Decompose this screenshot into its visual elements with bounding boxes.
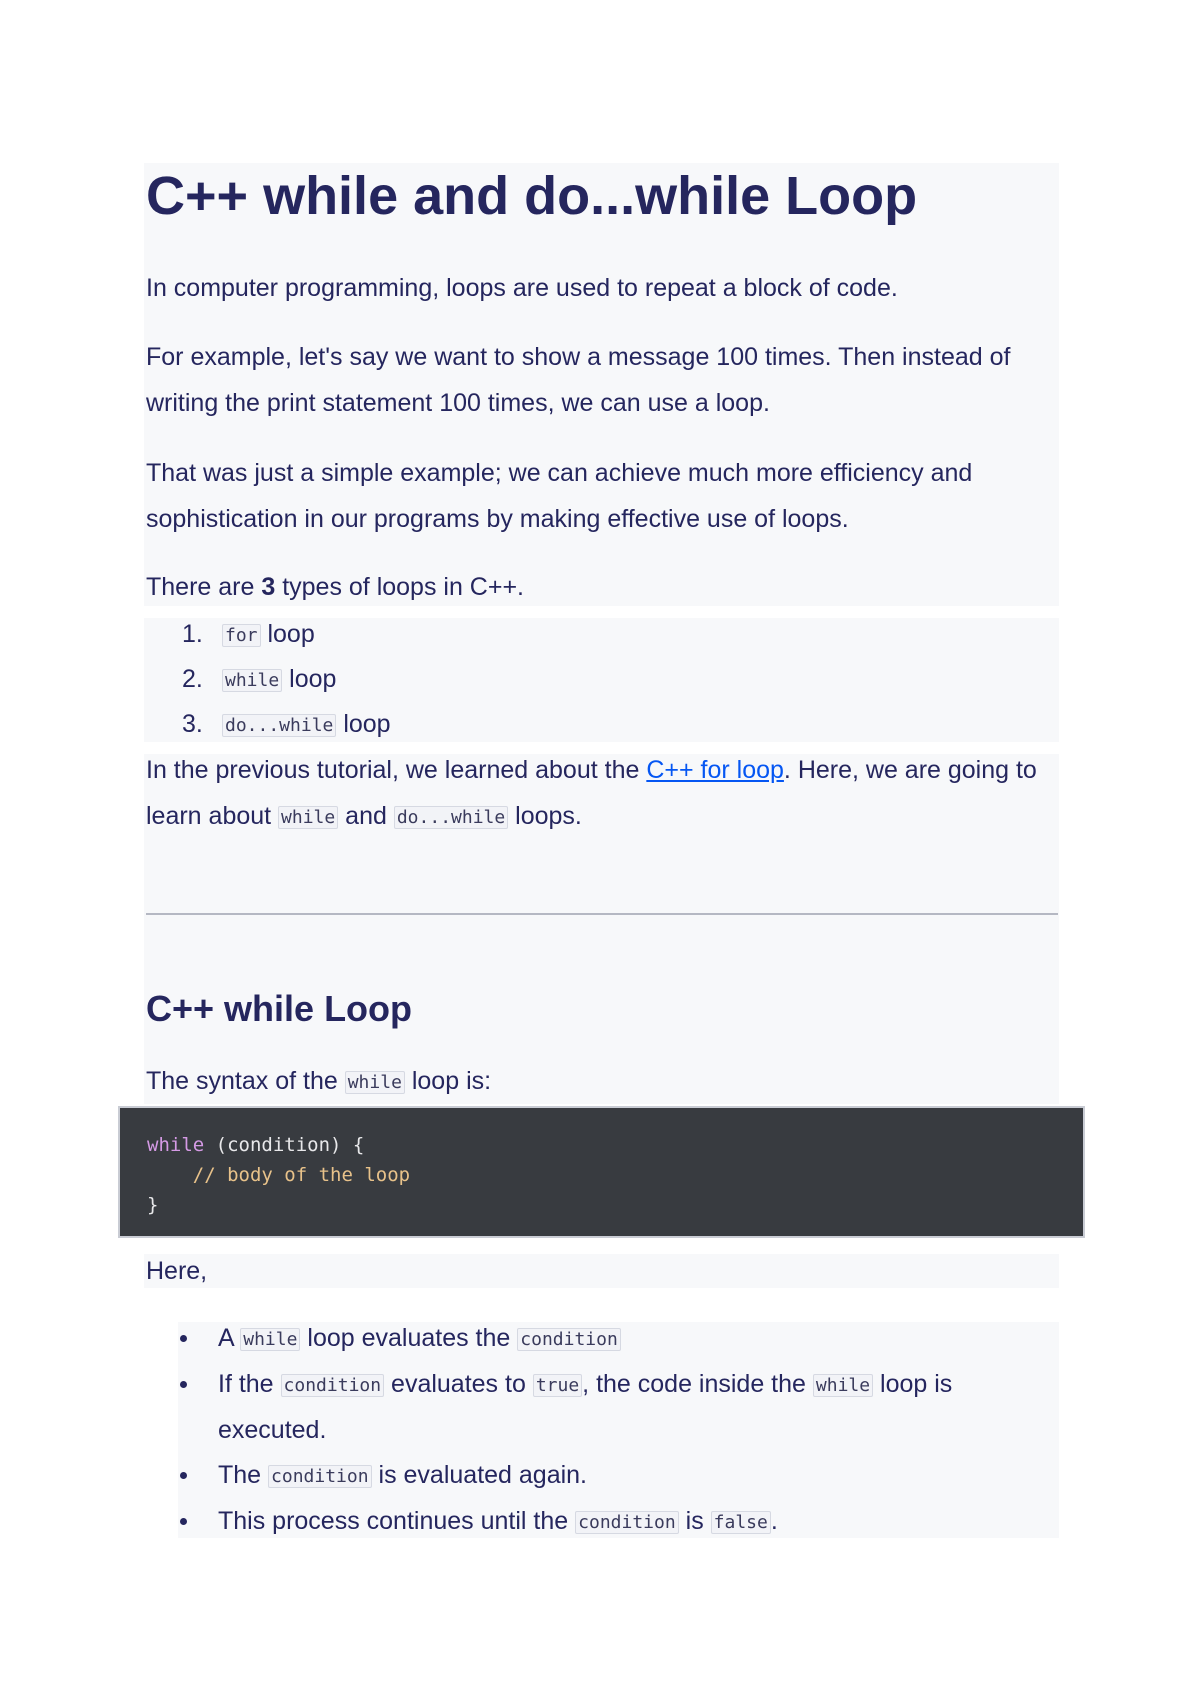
list-item: 1. for loop bbox=[182, 620, 315, 648]
list-item: If the condition evaluates to true , the code inside the while loop is executed. bbox=[218, 1362, 1058, 1453]
code-line: while (condition) { bbox=[147, 1134, 365, 1156]
for-loop-link[interactable]: C++ for loop bbox=[646, 756, 784, 784]
bullet-icon bbox=[180, 1472, 187, 1479]
list-item: 2. while loop bbox=[182, 665, 337, 693]
bullet-icon bbox=[180, 1518, 187, 1525]
list-item: The condition is evaluated again. bbox=[218, 1453, 1058, 1499]
while-loop-steps bbox=[218, 1316, 1058, 1545]
list-item: 3. do...while loop bbox=[182, 710, 391, 738]
code-line: // body of the loop bbox=[147, 1164, 411, 1186]
loop-count: 3 bbox=[261, 573, 276, 601]
loop-types-list bbox=[182, 612, 391, 747]
code-line: } bbox=[147, 1194, 159, 1216]
intro-paragraph-2: For example, let's say we want to show a message 100 times. Then instead of writing the print statement 100 times, we can use a loop. bbox=[146, 343, 1011, 417]
bullet-icon bbox=[180, 1381, 187, 1388]
syntax-intro: The syntax of the while loop is: bbox=[146, 1067, 492, 1095]
page-title: C++ while and do...while Loop bbox=[146, 166, 918, 226]
intro-paragraph-1: In computer programming, loops are used to repeat a block of code. bbox=[146, 274, 898, 302]
section-divider bbox=[146, 913, 1058, 915]
list-item: This process continues until the condition is false . bbox=[218, 1499, 1058, 1545]
here-label: Here, bbox=[146, 1257, 208, 1285]
previous-tutorial-paragraph: In the previous tutorial, we learned about the C++ for loop. Here, we are going to learn about while and do...while loops. bbox=[146, 756, 1037, 830]
intro-paragraph-3: That was just a simple example; we can achieve much more efficiency and sophistication in our programs by making effective use of loops. bbox=[146, 459, 973, 533]
intro-paragraph-4: There are 3 types of loops in C++. bbox=[146, 573, 525, 601]
list-item: A while loop evaluates the condition bbox=[218, 1316, 1058, 1362]
section-heading: C++ while Loop bbox=[146, 988, 413, 1029]
code-block[interactable] bbox=[118, 1106, 1085, 1238]
bullet-icon bbox=[180, 1335, 187, 1342]
